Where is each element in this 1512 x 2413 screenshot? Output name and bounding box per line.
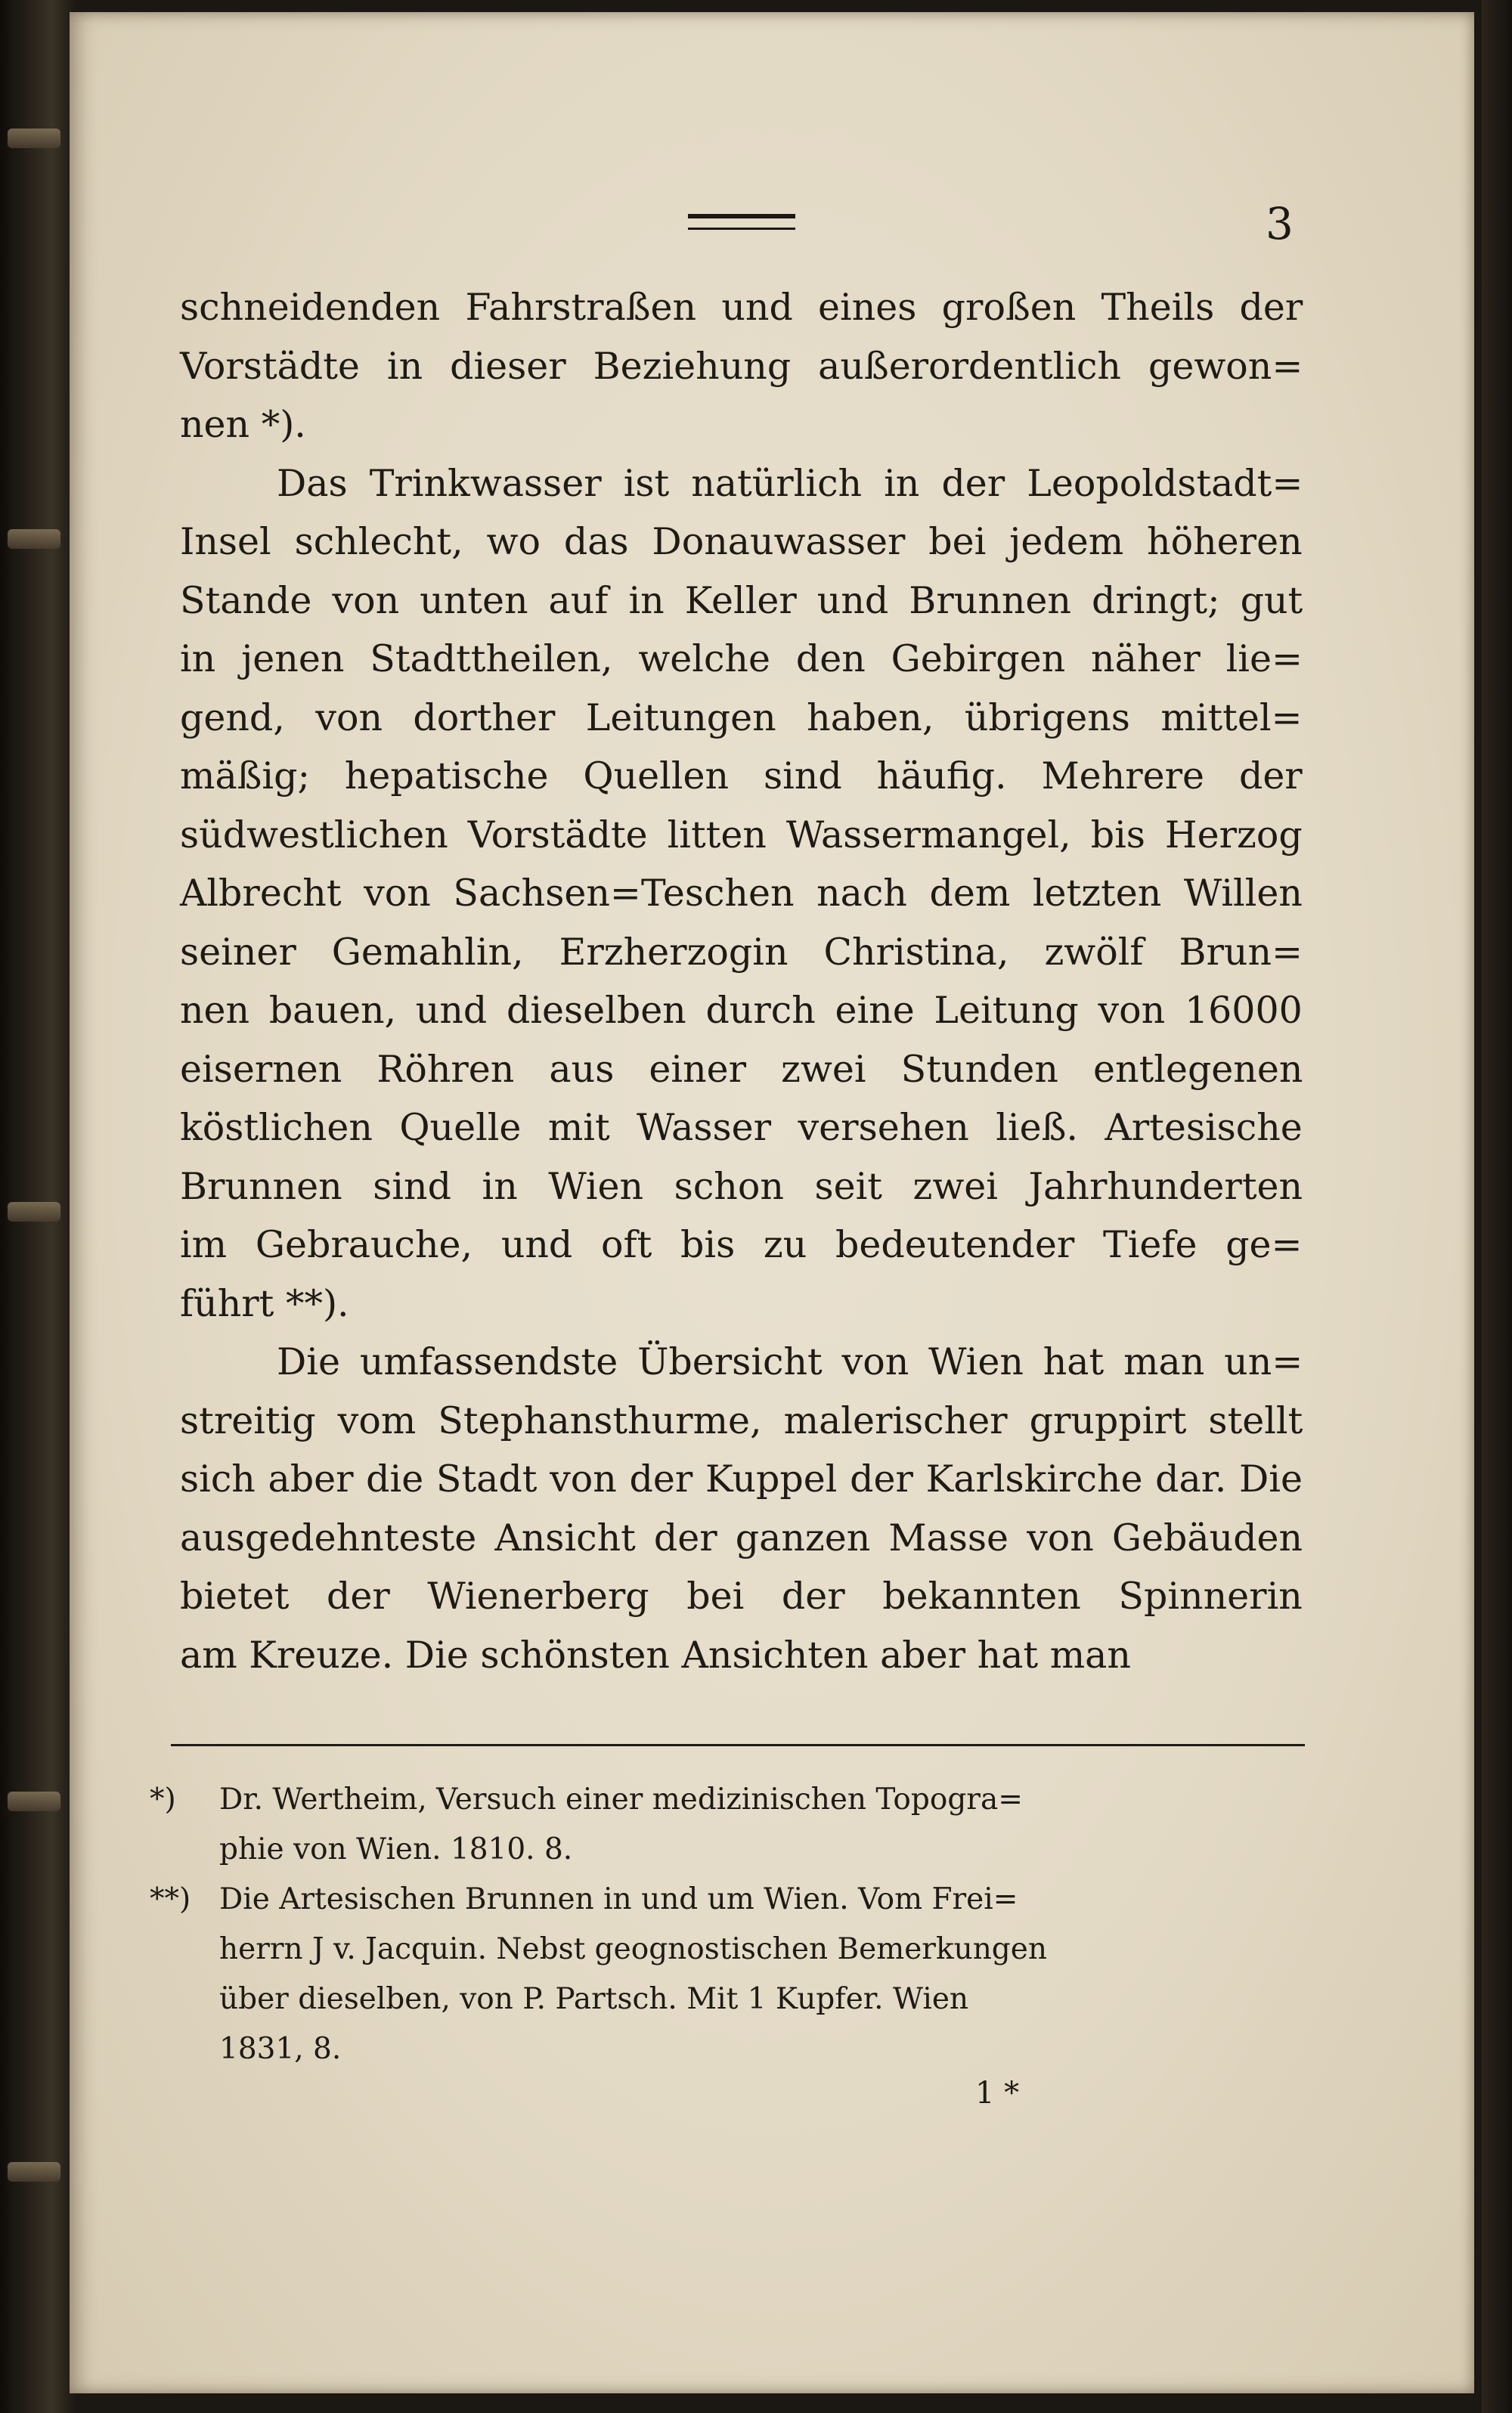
footnote-2	[150, 1875, 1308, 2074]
book-edge-right	[1482, 0, 1512, 2413]
book-binding-left	[0, 0, 74, 2413]
binding-stitch	[8, 1792, 60, 1811]
text-line: köstlichen Quelle mit Wasser versehen ließ. Artesische	[180, 1106, 1303, 1149]
footnote-line: Die Artesischen Brunnen in und um Wien. Vom Frei=	[219, 1882, 1018, 1916]
footnote-line: Dr. Wertheim, Versuch einer medizinischen Topogra=	[219, 1783, 1023, 1817]
text-line: gend, von dorther Leitungen haben, übrigens mittel=	[180, 695, 1303, 739]
footnote-line: phie von Wien. 1810. 8.	[219, 1832, 573, 1866]
text-line: Brunnen sind in Wien schon seit zwei Jahrhunderten	[180, 1164, 1303, 1208]
text-line: streitig vom Stephansthurme, malerischer gruppirt stellt	[180, 1399, 1303, 1442]
text-line: am Kreuze. Die schönsten Ansichten aber hat man	[180, 1633, 1131, 1677]
text-line: schneidenden Fahrstraßen und eines großen Theils der	[180, 286, 1303, 329]
text-line: eisernen Röhren aus einer zwei Stunden entlegenen	[180, 1047, 1303, 1091]
text-line: sich aber die Stadt von der Kuppel der Karlskirche dar. Die	[180, 1457, 1303, 1501]
text-line: führt **).	[180, 1281, 349, 1325]
paragraph-start-line: Das Trinkwasser ist natürlich in der Leopoldstadt=	[277, 461, 1303, 505]
footnote-separator	[171, 1744, 1305, 1746]
binding-stitch	[8, 2162, 60, 2182]
text-line: nen *).	[180, 403, 306, 446]
text-line: nen bauen, und dieselben durch eine Leitung von 16000	[180, 989, 1303, 1032]
text-line: Vorstädte in dieser Beziehung außerordentlich gewon=	[180, 344, 1303, 388]
text-line: ausgedehnteste Ansicht der ganzen Masse von Gebäuden	[180, 1516, 1303, 1560]
text-line: in jenen Stadttheilen, welche den Gebirgen näher lie=	[180, 637, 1303, 680]
footnote-marker: *)	[150, 1783, 176, 1817]
paragraph-start-line: Die umfassendste Übersicht von Wien hat man un=	[277, 1340, 1303, 1383]
printer-signature-mark: 1 *	[975, 2076, 1020, 2111]
body-text	[180, 278, 1303, 1684]
text-line: mäßig; hepatische Quellen sind häufig. Mehrere der	[180, 754, 1303, 798]
text-line: im Gebrauche, und oft bis zu bedeutender Tiefe ge=	[180, 1223, 1303, 1266]
footnote-line: herrn J v. Jacquin. Nebst geognostischen Bemerkungen	[219, 1932, 1047, 1966]
header-ornament-rule	[688, 214, 795, 230]
text-line: bietet der Wienerberg bei der bekannten Spinnerin	[180, 1575, 1303, 1618]
footnote-marker: **)	[150, 1882, 191, 1916]
footnote-line: über dieselben, von P. Partsch. Mit 1 Kupfer. Wien	[219, 1982, 969, 2016]
binding-stitch	[8, 129, 60, 148]
binding-stitch	[8, 1202, 60, 1222]
page-number: 3	[1266, 198, 1294, 249]
footnote-line: 1831, 8.	[219, 2032, 342, 2066]
text-line: seiner Gemahlin, Erzherzogin Christina, zwölf Brun=	[180, 930, 1303, 974]
footnotes	[150, 1775, 1308, 2074]
text-line: Stande von unten auf in Keller und Brunnen dringt; gut	[180, 578, 1303, 622]
text-line: Albrecht von Sachsen=Teschen nach dem letzten Willen	[180, 872, 1303, 915]
text-line: Insel schlecht, wo das Donauwasser bei jedem höheren	[180, 520, 1303, 563]
binding-stitch	[8, 529, 60, 549]
footnote-1	[150, 1775, 1308, 1875]
text-line: südwestlichen Vorstädte litten Wassermangel, bis Herzog	[180, 813, 1303, 856]
